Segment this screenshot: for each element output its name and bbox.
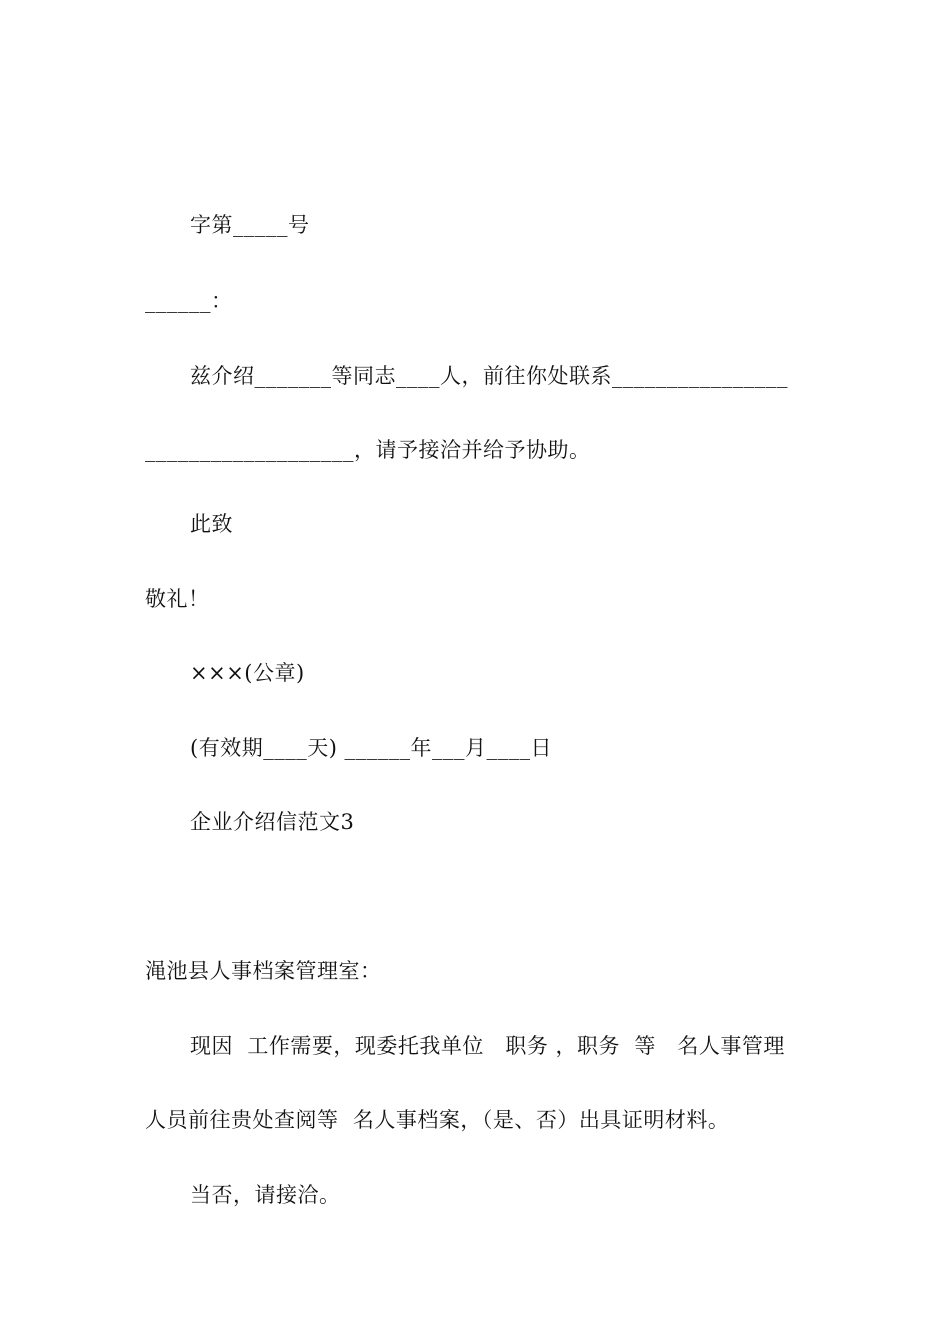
recipient-line: ______： bbox=[145, 289, 233, 313]
validity-date-line: (有效期____天) ______年___月____日 bbox=[190, 736, 553, 760]
second-letter-paragraph-line-1: 现因 工作需要，现委托我单位 职务 ，职务 等 名人事管理 bbox=[190, 1034, 785, 1058]
letter-number-line: 字第_____号 bbox=[190, 213, 310, 237]
second-letter-paragraph-line-2: 人员前往贵处查阅等 名人事档案，（是、否）出具证明材料。 bbox=[145, 1108, 730, 1132]
introduction-paragraph-line-1: 兹介绍_______等同志____人，前往你处联系________________ bbox=[190, 364, 788, 388]
section-title: 企业介绍信范文3 bbox=[190, 810, 355, 834]
salutation: 敬礼！ bbox=[145, 587, 210, 611]
introduction-paragraph-line-2: ___________________，请予接洽并给予协助。 bbox=[145, 438, 591, 462]
second-letter-closing: 当否，请接洽。 bbox=[190, 1183, 341, 1207]
second-recipient-line: 渑池县人事档案管理室： bbox=[145, 959, 382, 983]
closing-phrase: 此致 bbox=[190, 512, 233, 536]
official-seal-line: ×××(公章) bbox=[190, 661, 305, 685]
